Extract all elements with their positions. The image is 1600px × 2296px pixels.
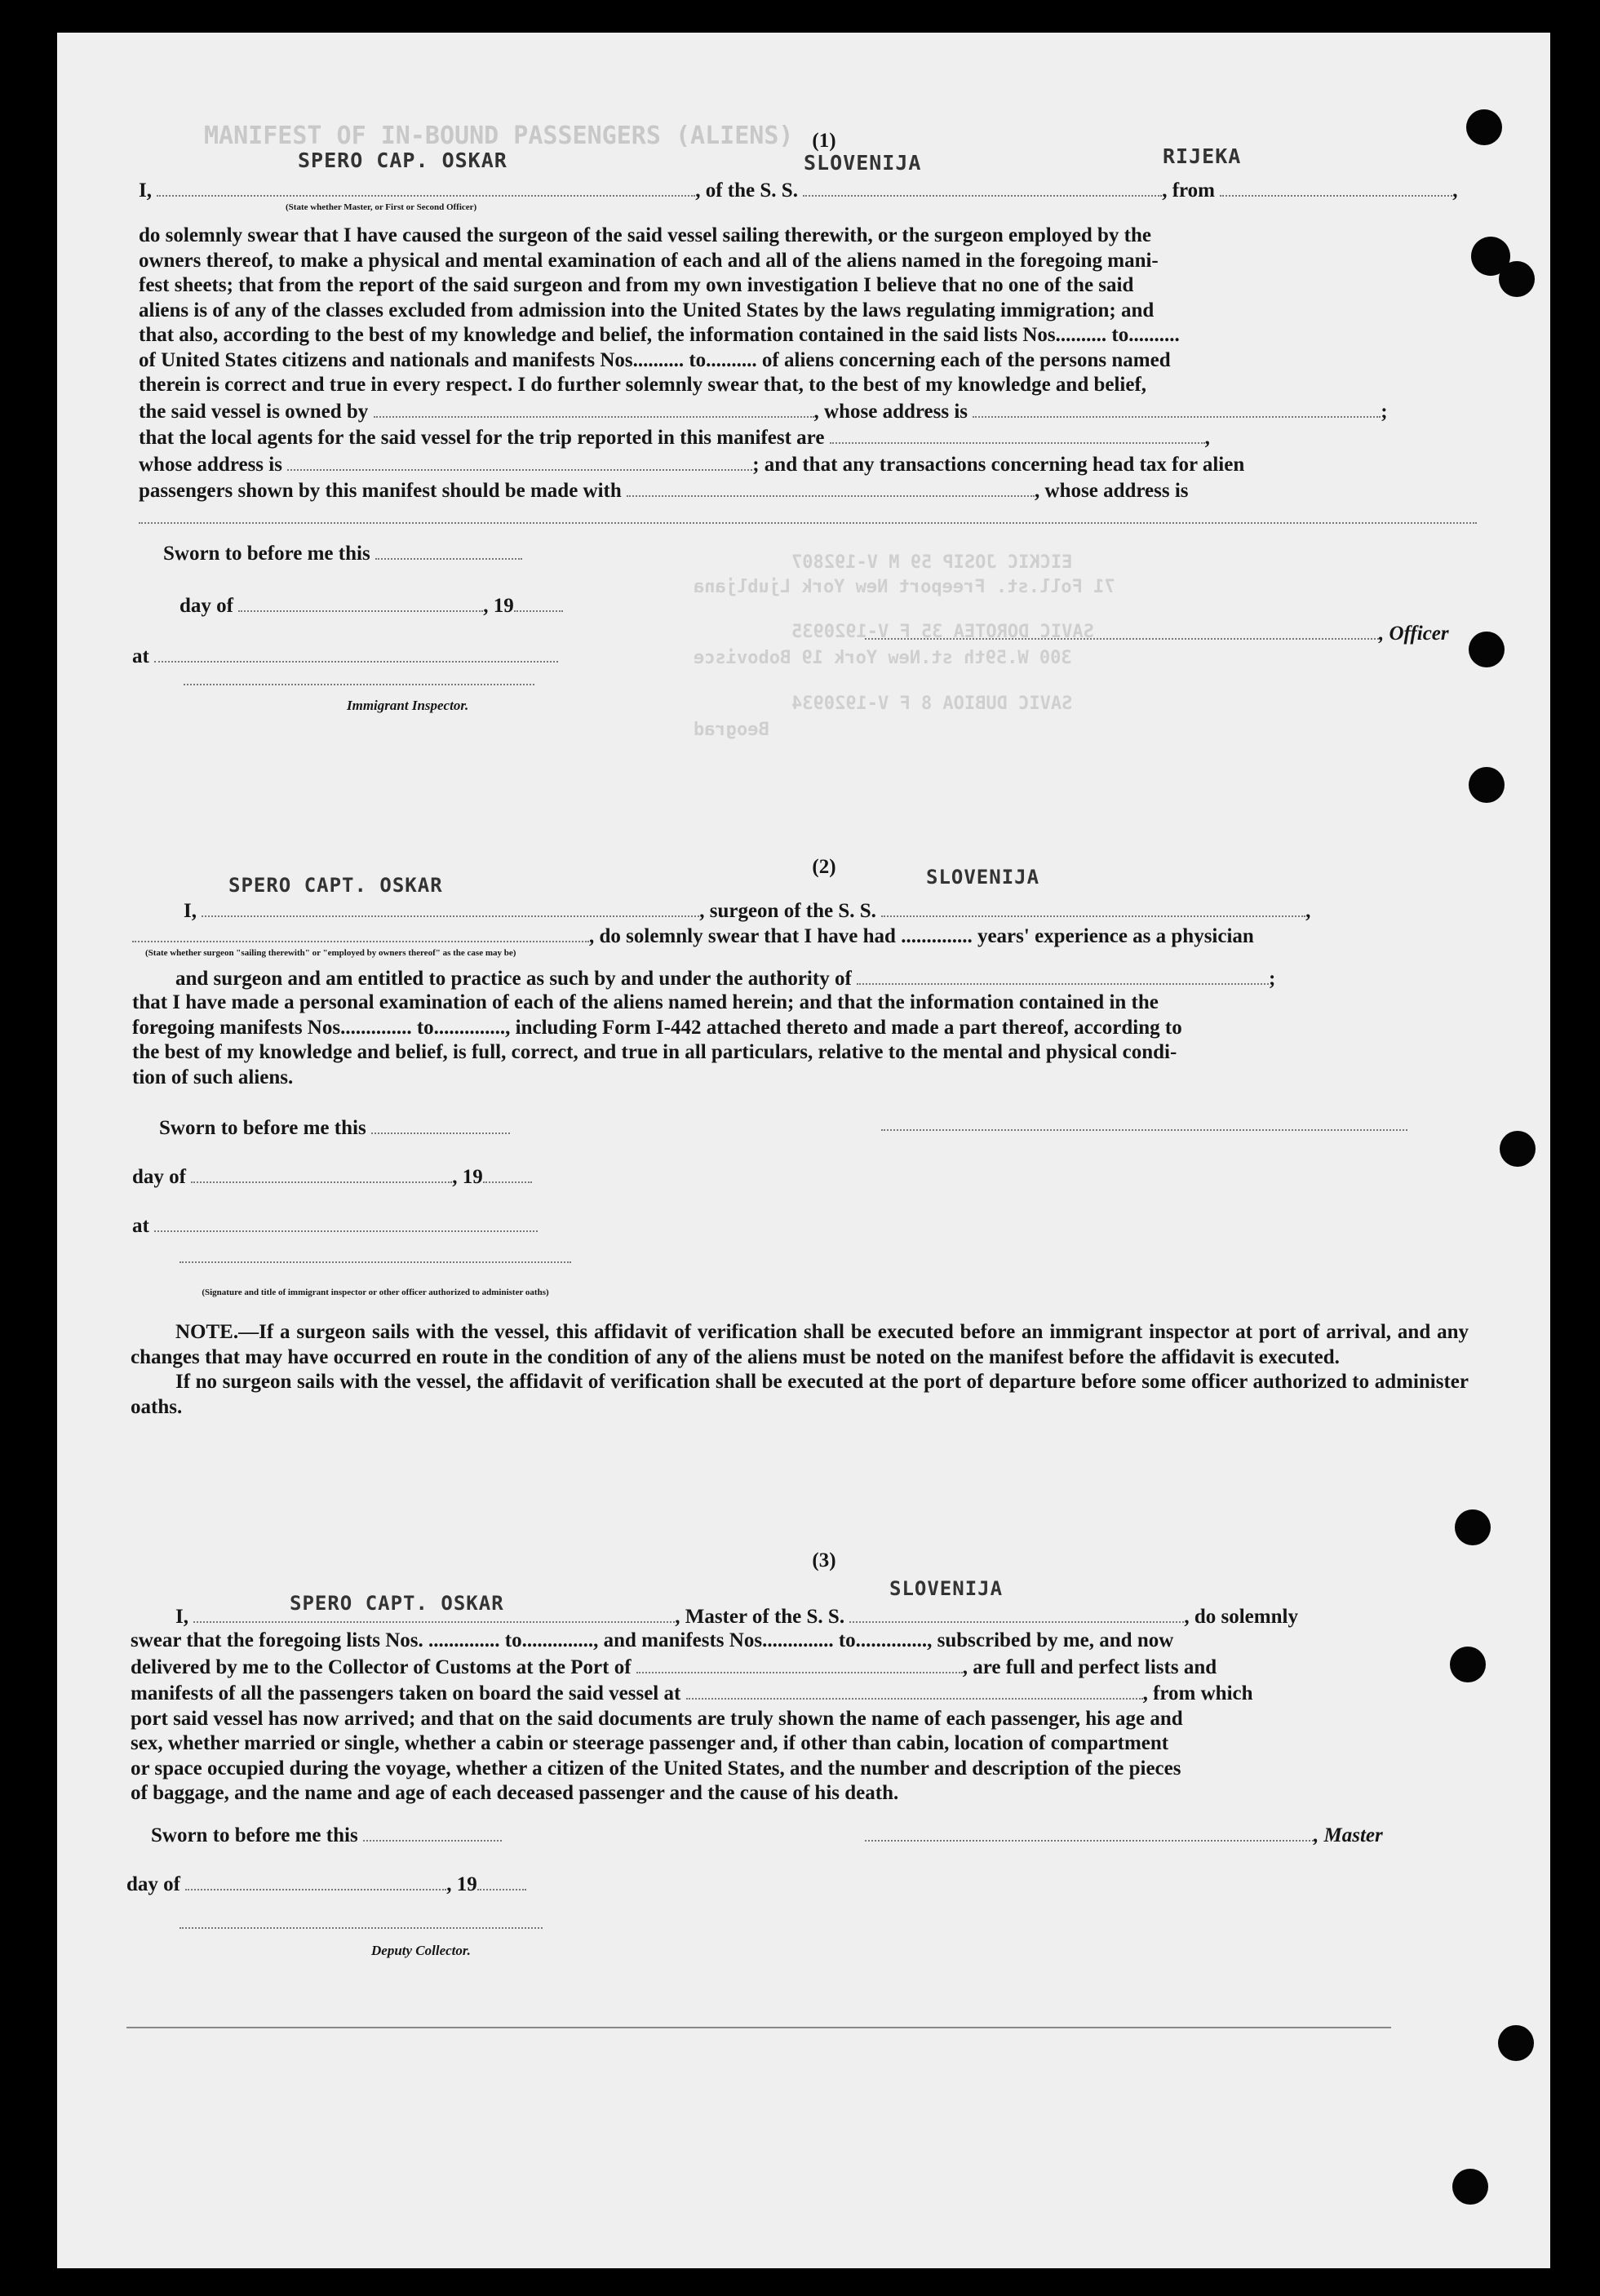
punch-hole: [1452, 2169, 1488, 2205]
text-line: of baggage, and the name and age of each deceased passenger and the cause of his death.: [131, 1782, 899, 1804]
master-signature-line: , Master: [865, 1822, 1383, 1849]
section-2-number: (2): [812, 856, 836, 878]
section-1-hint: (State whether Master, or First or Second Officer): [286, 202, 477, 212]
note-block: [131, 1320, 1469, 1420]
inspector-signature-line: [184, 677, 534, 685]
section-1-line-oath: I, , of the S. S. , from ,: [139, 177, 1458, 204]
vessel-name-stamp: SLOVENIJA: [804, 151, 922, 175]
section-2-sworn: Sworn to before me this: [159, 1115, 510, 1141]
section-1-number: (1): [812, 130, 836, 152]
whose-address-line: whose address is ; and that any transactions concerning head tax for alien: [139, 451, 1485, 478]
note-paragraph-1: NOTE.—If a surgeon sails with the vessel, this affidavit of verification shall be executed before an immigrant inspector at port of arrival, and any changes that may have occurred en route in the condition of any of the aliens must be noted on the manifest before the affidavit is executed.: [131, 1321, 1469, 1368]
master-name-stamp: SPERO CAPT. OSKAR: [290, 1592, 504, 1615]
text-line: of United States citizens and nationals and manifests Nos.......... to.......... of aliens concerning each of the persons named: [139, 348, 1171, 371]
bleed-through-row: SAVIC DUBIOA 8 F V-1920934: [791, 694, 1073, 714]
bleed-through-row: 71 Foll.st. Freeport New York Ljubljana: [694, 577, 1115, 597]
punch-hole: [1498, 2025, 1534, 2061]
text-line: swear that the foregoing lists Nos. .............. to.............., and manifests Nos.............. to.............., subscribed by me, and now: [131, 1629, 1174, 1651]
text-line: therein is correct and true in every respect. I do further solemnly swear that, to the best of my knowledge and belief,: [139, 374, 1147, 396]
punch-hole: [1455, 1509, 1491, 1545]
section-3-day-of: day of , 19: [126, 1871, 526, 1898]
text-line: foregoing manifests Nos.............. to.............., including Form I-442 attached thereto and made a part thereof, according to: [132, 1016, 1182, 1039]
surgeon-name-stamp: SPERO CAPT. OSKAR: [228, 874, 443, 897]
punch-hole: [1499, 261, 1535, 297]
bleed-through-row: Beograd: [694, 720, 769, 740]
text-line: the best of my knowledge and belief, is full, correct, and true in all particulars, relative to the mental and physical condi-: [132, 1041, 1177, 1063]
text-line: fest sheets; that from the report of the said surgeon and from my own investigation I believe that no one of the said: [139, 274, 1134, 296]
section-3-line-1: I, , Master of the S. S. , do solemnly: [175, 1603, 1298, 1630]
vessel-name-stamp: SLOVENIJA: [889, 1577, 1004, 1600]
punch-hole: [1469, 632, 1505, 667]
section-2-line-1: I, , surgeon of the S. S. ,: [184, 898, 1310, 924]
punch-hole: [1500, 1131, 1536, 1167]
text-line: that I have made a personal examination of each of the aliens named herein; and that the information contained in the: [132, 991, 1159, 1013]
section-3-body: [131, 1629, 1477, 1806]
master-name-stamp: SPERO CAP. OSKAR: [298, 148, 507, 172]
note-paragraph-2: If no surgeon sails with the vessel, the affidavit of verification shall be executed at the port of departure before some officer authorized to administer oaths.: [131, 1371, 1469, 1418]
punch-hole: [1466, 109, 1502, 145]
punch-hole: [1450, 1647, 1486, 1682]
immigrant-inspector-label: Immigrant Inspector.: [347, 698, 469, 713]
text-line: that also, according to the best of my knowledge and belief, the information contained in the said lists Nos.......... to..........: [139, 324, 1180, 346]
vessel-at-line: manifests of all the passengers taken on board the said vessel at , from which: [131, 1680, 1477, 1707]
deputy-collector-signature-line: [180, 1924, 543, 1929]
vessel-name-stamp: SLOVENIJA: [926, 866, 1040, 889]
section-2-line-2: , do solemnly swear that I have had .............. years' experience as a physician: [132, 923, 1254, 950]
deputy-collector-label: Deputy Collector.: [371, 1943, 471, 1958]
punch-hole: [1469, 767, 1505, 803]
bottom-rule: [126, 2027, 1391, 2028]
officer-signature-line: , Officer: [865, 620, 1449, 647]
text-line: owners thereof, to make a physical and mental examination of each and all of the aliens named in the foregoing mani-: [139, 249, 1159, 272]
text-line: or space occupied during the voyage, whether a citizen of the United States, and the number and description of the pieces: [131, 1757, 1181, 1780]
section-3-sworn: Sworn to before me this: [151, 1822, 502, 1849]
section-2-body: [132, 991, 1478, 1090]
document-page: [57, 33, 1550, 2268]
section-1-sworn: Sworn to before me this: [163, 540, 522, 567]
text-line: do solemnly swear that I have caused the surgeon of the said vessel sailing therewith, or the surgeon employed by the: [139, 224, 1151, 246]
text-line: aliens is of any of the classes excluded from admission into the United States by the laws regulating immigration; and: [139, 299, 1155, 321]
text-line: sex, whether married or single, whether a cabin or steerage passenger and, if other than cabin, location of compartment: [131, 1732, 1169, 1754]
bleed-through-header: MANIFEST OF IN-BOUND PASSENGERS (ALIENS): [204, 122, 794, 150]
local-agents-line: that the local agents for the said vessel for the trip reported in this manifest are ,: [139, 424, 1485, 451]
bleed-through-row: 300 W.59th st.New York 19 Bobovisce: [694, 648, 1072, 668]
section-1-body: [139, 224, 1485, 530]
text-line: port said vessel has now arrived; and that on the said documents are truly shown the name of each passenger, his age and: [131, 1707, 1183, 1730]
from-port-stamp: RIJEKA: [1163, 144, 1242, 168]
section-2-line-3: and surgeon and am entitled to practice as such by and under the authority of ;: [175, 965, 1275, 992]
port-of-line: delivered by me to the Collector of Customs at the Port of , are full and perfect lists and: [131, 1654, 1477, 1681]
section-1-day-of: day of , 19: [180, 592, 563, 619]
section-2-at: at: [132, 1212, 538, 1239]
bleed-through-row: SAVIC DOROTEA 35 F V-1920935: [791, 622, 1094, 642]
section-2-hint: (State whether surgeon "sailing therewith" or "employed by owners thereof" as the case may be): [145, 948, 516, 958]
section-2-day-of: day of , 19: [132, 1164, 532, 1190]
text-line: tion of such aliens.: [132, 1066, 294, 1088]
bleed-through-row: EICKIC JOSIP 59 M V-192807: [791, 552, 1073, 573]
passengers-shown-line: passengers shown by this manifest should be made with , whose address is: [139, 477, 1485, 504]
surgeon-signature-line: [881, 1126, 1407, 1131]
section-2-signature-hint: (Signature and title of immigrant inspector or other officer authorized to administer oaths): [202, 1288, 549, 1297]
inspector-signature-line: [180, 1258, 571, 1263]
owned-by-line: the said vessel is owned by , whose address is ;: [139, 398, 1485, 425]
section-3-number: (3): [812, 1549, 836, 1571]
section-1-at: at: [132, 643, 558, 670]
